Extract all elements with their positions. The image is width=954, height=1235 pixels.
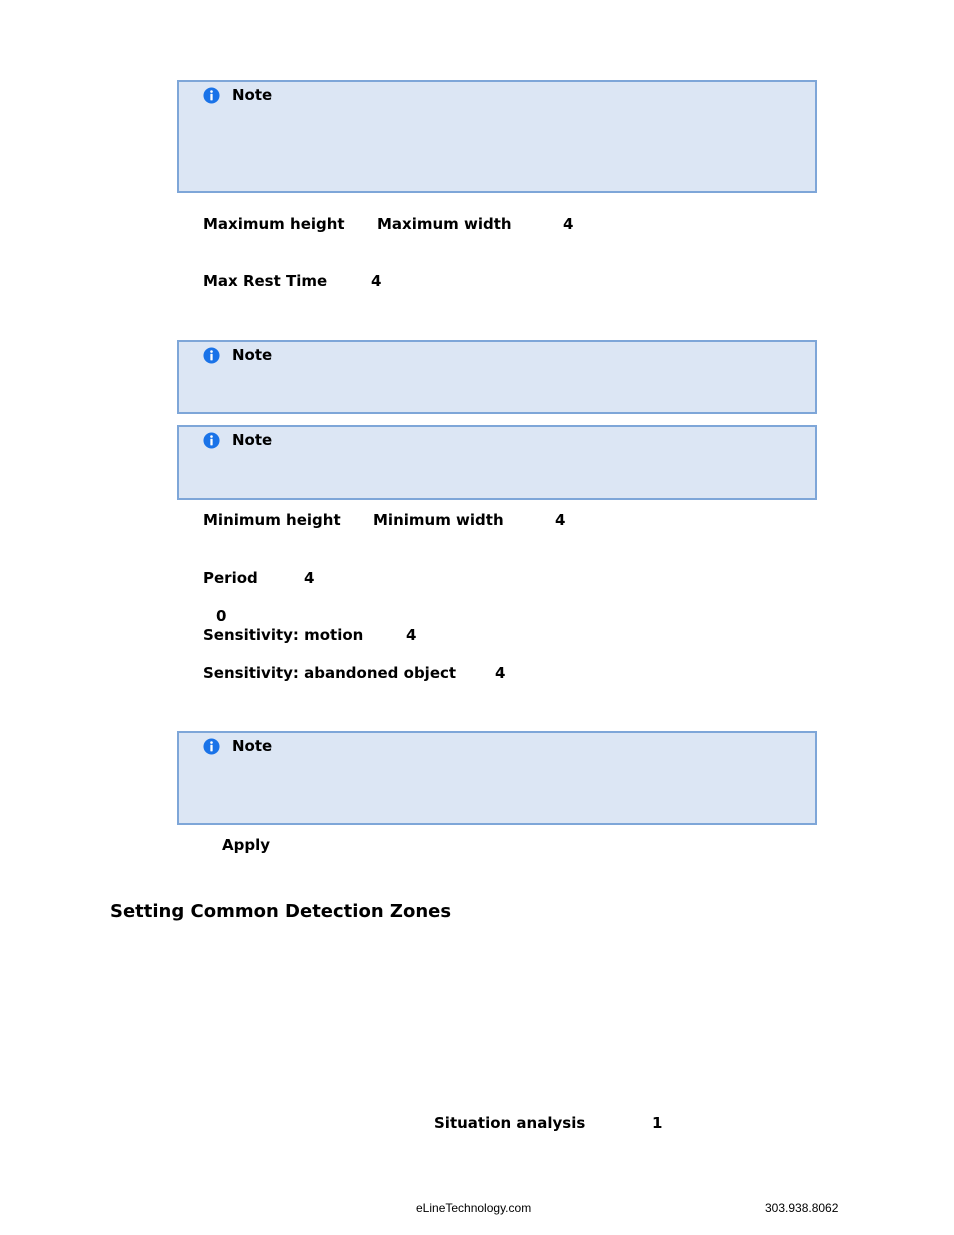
info-icon — [203, 87, 220, 104]
info-icon — [203, 432, 220, 449]
note-box — [177, 80, 817, 193]
note-header — [203, 345, 272, 365]
note-header — [203, 736, 272, 756]
section-heading: Setting Common Detection Zones — [110, 901, 452, 922]
sensitivity-motion-label: Sensitivity: motion — [203, 626, 364, 644]
note-label: Note — [232, 346, 273, 364]
sensitivity-abandoned-ref: 4 — [495, 664, 506, 682]
note-box — [177, 425, 817, 500]
max-width-label: Maximum width — [377, 215, 512, 233]
apply-label: Apply — [222, 836, 271, 854]
situation-analysis-label: Situation analysis — [434, 1114, 586, 1132]
max-rest-time-label: Max Rest Time — [203, 272, 328, 290]
period-ref: 4 — [304, 569, 315, 587]
note-label: Note — [232, 737, 273, 755]
situation-analysis-ref: 1 — [652, 1114, 663, 1132]
min-width-label: Minimum width — [373, 511, 504, 529]
footer-phone: 303.938.8062 — [765, 1201, 839, 1215]
max-height-label: Maximum height — [203, 215, 345, 233]
max-dims-ref: 4 — [563, 215, 574, 233]
period-label: Period — [203, 569, 258, 587]
info-icon — [203, 738, 220, 755]
note-box — [177, 731, 817, 825]
note-header — [203, 85, 272, 105]
min-dims-ref: 4 — [555, 511, 566, 529]
info-icon — [203, 347, 220, 364]
max-rest-ref: 4 — [371, 272, 382, 290]
note-label: Note — [232, 431, 273, 449]
min-height-label: Minimum height — [203, 511, 341, 529]
sensitivity-abandoned-label: Sensitivity: abandoned object — [203, 664, 457, 682]
sensitivity-motion-ref: 4 — [406, 626, 417, 644]
note-box — [177, 340, 817, 414]
note-header — [203, 430, 272, 450]
zero-value: 0 — [216, 607, 227, 625]
note-label: Note — [232, 86, 273, 104]
footer-website: eLineTechnology.com — [416, 1201, 532, 1215]
